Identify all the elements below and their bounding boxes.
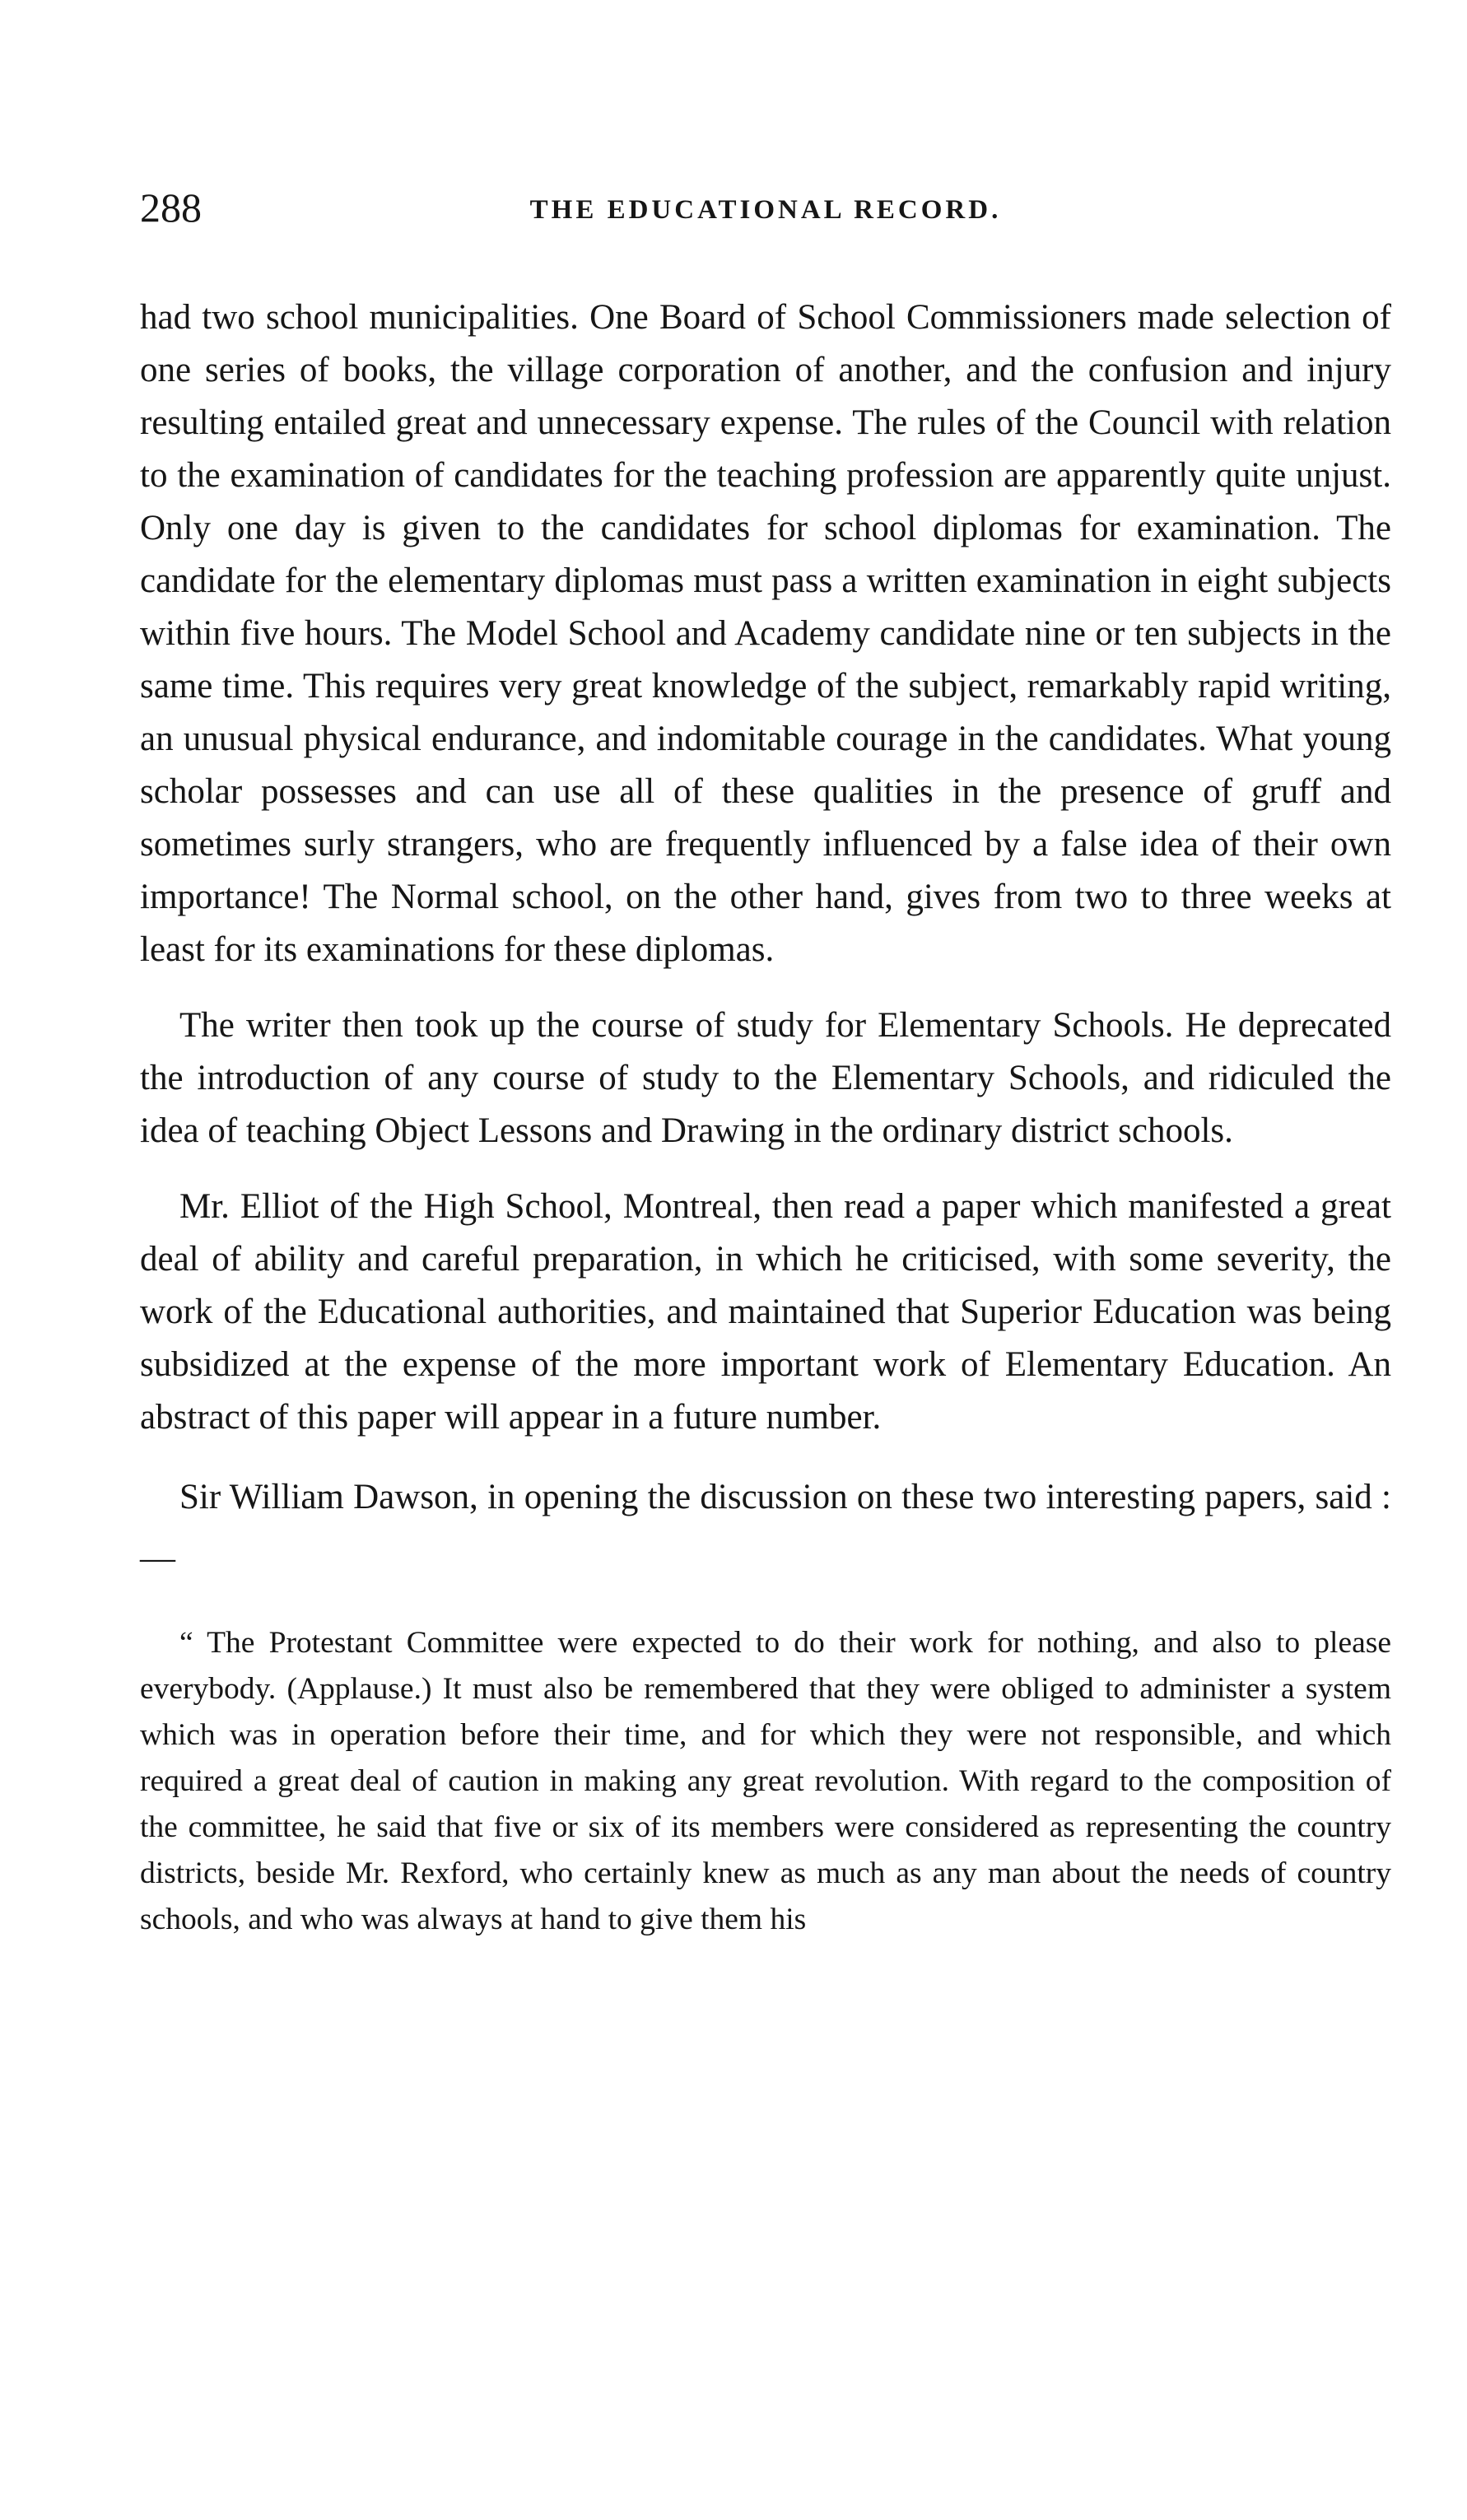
paragraph-course-of-study: The writer then took up the course of study for Elementary Schools. He deprecated the introduction of any course of study to the Elementary Schools, and ridiculed the idea of teaching Object Lessons and Drawing in the ordinary district schools. — [140, 1006, 1391, 1150]
paragraph-continued: had two school municipalities. One Board of School Commissioners made selection of one series of books, the village corporation of another, and the confusion and injury resulting entailed great and unnecessary expense. The rules of the Council with relation to the examination of candidates for the teaching profession are apparently quite unjust. Only one day is given to the candidates for school diplomas for examination. The candidate for the elementary diplomas must pass a written examination in eight subjects within five hours. The Model School and Academy candidate nine or ten subjects in the same time. This requires very great knowledge of the subject, remarkably rapid writing, an unusual physical endurance, and indomitable courage in the candidates. What young scholar possesses and can use all of these qualities in the presence of gruff and sometimes surly strangers, who are frequently influenced by a false idea of their own importance! The Normal school, on the other hand, gives from two to three weeks at least for its examinations for these diplomas. — [140, 298, 1391, 969]
paragraph-sir-william-dawson: Sir William Dawson, in opening the discussion on these two interesting papers, said :— — [140, 1478, 1391, 1577]
page-number: 288 — [140, 184, 202, 231]
journal-title: THE EDUCATIONAL RECORD. — [529, 195, 1002, 225]
quoted-speech: “ The Protestant Committee were expected to do their work for nothing, and also to please everybody. (Applause.) It must also be remembered that they were obliged to administer a system which was in operation before their time, and for which they were not responsible, and which required a great deal of caution in making any great revolution. With regard to the composition of the committee, he said that five or six of its members were considered as representing the country districts, beside Mr. Rexford, who certainly knew as much as any man about the needs of country schools, and who was always at hand to give them his — [140, 1626, 1391, 1936]
document-page — [140, 183, 1391, 1943]
paragraph-mr-elliot: Mr. Elliot of the High School, Montreal, then read a paper which manifested a great deal of ability and careful preparation, in which he criticised, with some severity, the work of the Educational authorities, and maintained that Superior Education was being subsidized at the expense of the more important work of Elementary Education. An abstract of this paper will appear in a future number. — [140, 1187, 1391, 1437]
running-head — [140, 183, 1391, 240]
